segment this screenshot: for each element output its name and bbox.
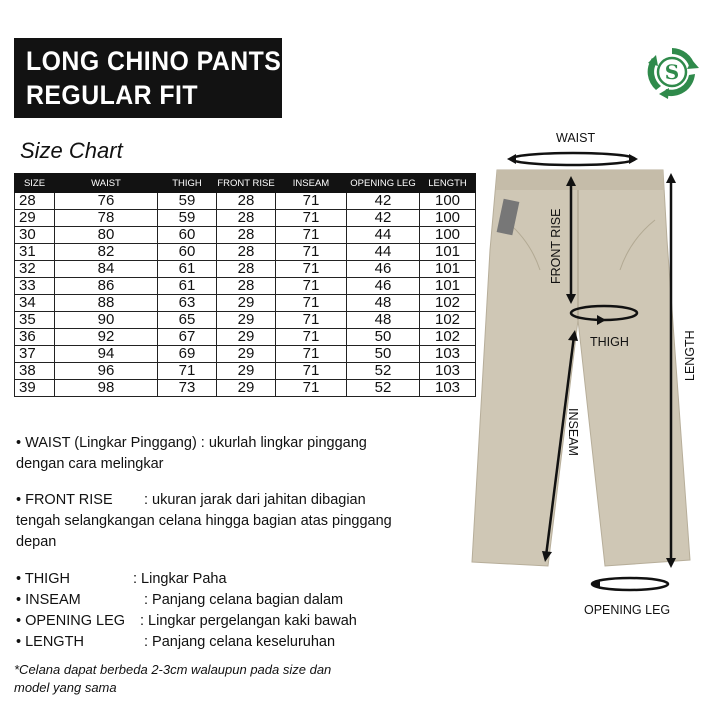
table-cell: 36 (15, 329, 55, 346)
table-cell: 101 (420, 244, 476, 261)
table-cell: 35 (15, 312, 55, 329)
title-line-2: REGULAR FIT (26, 80, 199, 110)
table-cell: 48 (347, 295, 420, 312)
table-cell: 101 (420, 278, 476, 295)
table-row (15, 329, 476, 346)
table-cell: 61 (158, 278, 217, 295)
header-length: LENGTH (420, 174, 476, 193)
table-cell: 86 (55, 278, 158, 295)
table-row (15, 227, 476, 244)
table-cell: 46 (347, 278, 420, 295)
table-cell: 71 (276, 363, 347, 380)
table-cell: 28 (217, 244, 276, 261)
term-item-length: • LENGTH : Panjang celana keseluruhan (16, 634, 336, 650)
table-cell: 37 (15, 346, 55, 363)
table-cell: 48 (347, 312, 420, 329)
table-cell: 73 (158, 380, 217, 397)
table-cell: 29 (217, 329, 276, 346)
table-cell: 71 (276, 244, 347, 261)
table-row (15, 244, 476, 261)
table-cell: 71 (276, 193, 347, 210)
table-row (15, 295, 476, 312)
table-cell: 29 (217, 312, 276, 329)
table-cell: 50 (347, 329, 420, 346)
table-cell: 39 (15, 380, 55, 397)
table-cell: 59 (158, 193, 217, 210)
header-front-rise: FRONT RISE (217, 174, 276, 193)
table-cell: 71 (276, 380, 347, 397)
table-row (15, 380, 476, 397)
disclaimer-note: *Celana dapat berbeda 2-3cm walaupun pada size dan model yang sama (14, 662, 332, 695)
table-cell: 101 (420, 261, 476, 278)
table-cell: 63 (158, 295, 217, 312)
table-cell: 29 (217, 363, 276, 380)
table-cell: 31 (15, 244, 55, 261)
table-cell: 90 (55, 312, 158, 329)
front-rise-def-line-2: tengah selangkangan celana hingga bagian atas pinggang (16, 513, 392, 529)
table-cell: 94 (55, 346, 158, 363)
table-cell: 102 (420, 295, 476, 312)
table-cell: 60 (158, 227, 217, 244)
opening-leg-label: OPENING LEG (584, 603, 671, 617)
table-cell: 88 (55, 295, 158, 312)
table-cell: 100 (420, 193, 476, 210)
table-cell: 102 (420, 329, 476, 346)
table-cell: 103 (420, 363, 476, 380)
table-cell: 29 (217, 346, 276, 363)
front-rise-term: • FRONT RISE (16, 492, 113, 508)
header-inseam: INSEAM (276, 174, 347, 193)
table-cell: 71 (158, 363, 217, 380)
waist-arrow-icon (511, 153, 635, 165)
size-table (14, 173, 476, 397)
front-rise-label: FRONT RISE (549, 208, 563, 284)
term-item-thigh: • THIGH : Lingkar Paha (16, 571, 227, 587)
header-thigh: THIGH (158, 174, 217, 193)
table-cell: 82 (55, 244, 158, 261)
front-rise-def-line-3: depan (16, 534, 57, 550)
waist-label: WAIST (556, 131, 596, 145)
table-cell: 98 (55, 380, 158, 397)
table-cell: 44 (347, 244, 420, 261)
term-item-inseam: • INSEAM : Panjang celana bagian dalam (16, 592, 344, 608)
title-block (14, 38, 282, 118)
table-cell: 71 (276, 278, 347, 295)
table-cell: 71 (276, 295, 347, 312)
size-chart-label: Size Chart (20, 138, 123, 163)
table-cell: 28 (217, 210, 276, 227)
table-cell: 96 (55, 363, 158, 380)
front-rise-description (16, 490, 392, 553)
table-cell: 103 (420, 346, 476, 363)
table-cell: 76 (55, 193, 158, 210)
table-cell: 50 (347, 346, 420, 363)
table-cell: 42 (347, 193, 420, 210)
table-cell: 52 (347, 380, 420, 397)
table-cell: 60 (158, 244, 217, 261)
table-cell: 28 (217, 193, 276, 210)
table-cell: 52 (347, 363, 420, 380)
table-cell: 28 (217, 261, 276, 278)
recycle-logo-icon (644, 44, 700, 100)
table-cell: 65 (158, 312, 217, 329)
waist-desc-line-2: dengan cara melingkar (16, 456, 164, 472)
table-cell: 69 (158, 346, 217, 363)
table-row (15, 346, 476, 363)
opening-leg-arrow-icon (592, 578, 668, 590)
table-cell: 44 (347, 227, 420, 244)
table-row (15, 210, 476, 227)
svg-text:S: S (664, 60, 680, 84)
table-cell: 102 (420, 312, 476, 329)
table-cell: 28 (15, 193, 55, 210)
table-cell: 29 (15, 210, 55, 227)
table-cell: 46 (347, 261, 420, 278)
table-cell: 67 (158, 329, 217, 346)
term-list (16, 569, 357, 653)
table-header-row (15, 174, 476, 193)
table-cell: 84 (55, 261, 158, 278)
table-cell: 71 (276, 261, 347, 278)
table-cell: 59 (158, 210, 217, 227)
table-cell: 71 (276, 312, 347, 329)
table-cell: 103 (420, 380, 476, 397)
header-opening-leg: OPENING LEG (347, 174, 420, 193)
waist-description (16, 433, 367, 475)
waist-desc-line-1: • WAIST (Lingkar Pinggang) : ukurlah lingkar pinggang (16, 435, 367, 451)
table-cell: 71 (276, 346, 347, 363)
table-cell: 71 (276, 329, 347, 346)
front-rise-def-line-1: : ukuran jarak dari jahitan dibagian (144, 492, 366, 508)
table-cell: 29 (217, 380, 276, 397)
table-cell: 38 (15, 363, 55, 380)
header-size: SIZE (15, 174, 55, 193)
table-cell: 100 (420, 227, 476, 244)
title-line-1: LONG CHINO PANTS (26, 46, 282, 76)
table-cell: 34 (15, 295, 55, 312)
term-item-opening-leg: • OPENING LEG : Lingkar pergelangan kaki bawah (16, 613, 357, 629)
table-cell: 33 (15, 278, 55, 295)
table-cell: 78 (55, 210, 158, 227)
table-row (15, 261, 476, 278)
table-cell: 61 (158, 261, 217, 278)
table-cell: 42 (347, 210, 420, 227)
table-row (15, 193, 476, 210)
inseam-label: INSEAM (566, 408, 580, 456)
table-cell: 28 (217, 227, 276, 244)
table-cell: 92 (55, 329, 158, 346)
table-row (15, 312, 476, 329)
table-cell: 32 (15, 261, 55, 278)
table-cell: 29 (217, 295, 276, 312)
table-row (15, 278, 476, 295)
header-waist: WAIST (55, 174, 158, 193)
length-label: LENGTH (683, 330, 697, 381)
table-cell: 80 (55, 227, 158, 244)
thigh-label: THIGH (590, 335, 629, 349)
table-cell: 71 (276, 227, 347, 244)
table-cell: 71 (276, 210, 347, 227)
table-cell: 30 (15, 227, 55, 244)
table-row (15, 363, 476, 380)
table-cell: 28 (217, 278, 276, 295)
table-cell: 100 (420, 210, 476, 227)
